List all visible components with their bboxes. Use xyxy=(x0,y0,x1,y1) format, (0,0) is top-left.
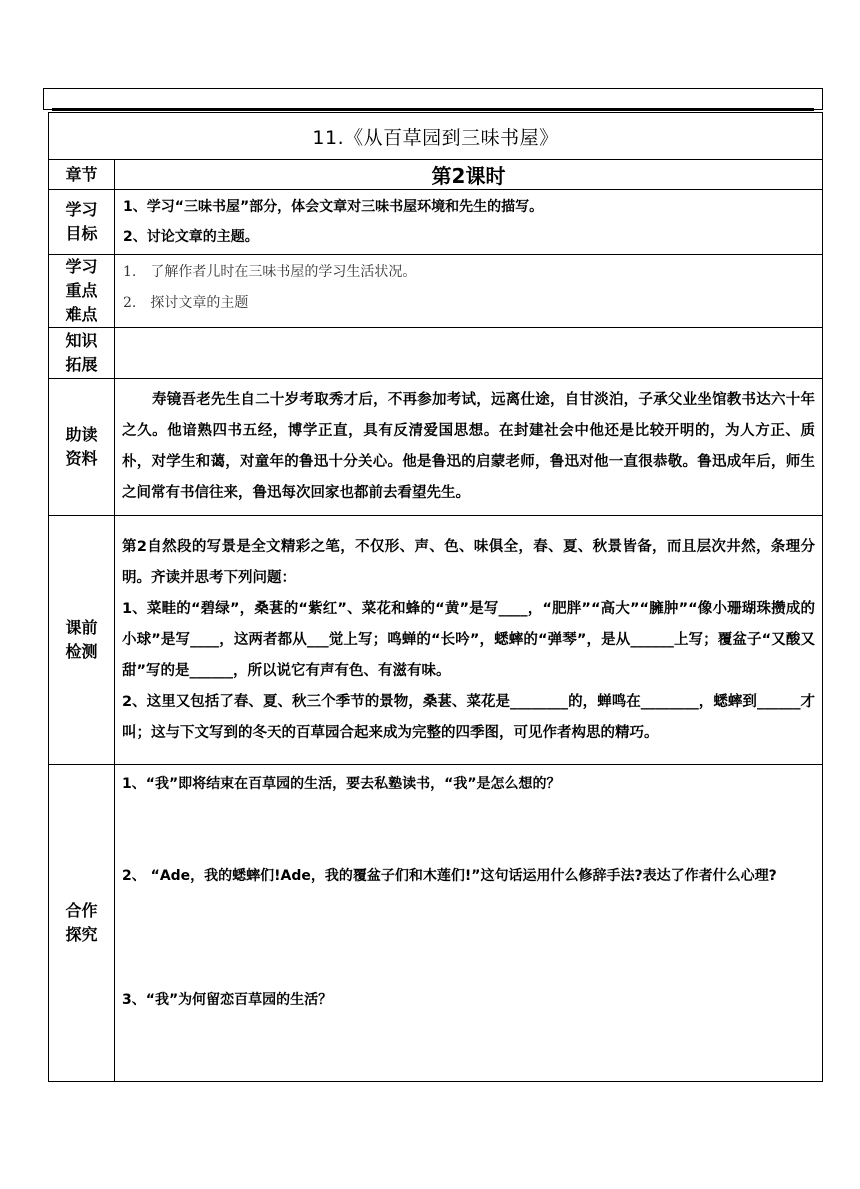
key-points-content xyxy=(115,255,823,328)
header-rule xyxy=(52,108,814,111)
objectives-label xyxy=(49,190,115,255)
cooperation-question-2: 2、 “Ade，我的蟋蟀们!Ade，我的覆盆子们和木莲们!”这句话运用什么修辞手法?表达了作者什么心理? xyxy=(122,868,777,884)
preview-question-2: 2、这里又包括了春、夏、秋三个季节的景物，桑葚、菜花是________的，蝉鸣在________，蟋蟀到______才叫；这与下文写到的冬天的百草园合起来成为完整的四季图，可见作者构思的精巧。 xyxy=(122,693,815,741)
key-points-label xyxy=(49,255,115,328)
reading-label xyxy=(49,379,115,516)
preview-content xyxy=(115,516,823,765)
reading-content xyxy=(115,379,823,516)
objective-item: 2、讨论文章的主题。 xyxy=(123,229,259,245)
lesson-table xyxy=(48,112,823,1082)
cooperation-label-text: 合作探究 xyxy=(65,901,98,944)
objective-item: 1、学习“三味书屋”部分，体会文章对三味书屋环境和先生的描写。 xyxy=(123,199,544,215)
cooperation-label xyxy=(49,765,115,1082)
extension-content xyxy=(115,328,823,379)
reading-paragraph: 寿镜吾老先生自二十岁考取秀才后，不再参加考试，远离仕途，自甘淡泊，子承父业坐馆教书达六十年之久。他谙熟四书五经，博学正直，具有反清爱国思想。在封建社会中他还是比较开明的，为人方正、质朴，对学生和蔼，对童年的鲁迅十分关心。他是鲁迅的启蒙老师，鲁迅对他一直很恭敬。鲁迅成年后，师生之间常有书信往来，鲁迅每次回家也都前去看望先生。 xyxy=(122,392,815,501)
preview-intro: 第2自然段的写景是全文精彩之笔，不仅形、声、色、味俱全，春、夏、秋景皆备，而且层次井然，条理分明。齐读并思考下列问题： xyxy=(122,538,815,586)
chapter-label: 章节 xyxy=(49,160,115,190)
cooperation-content xyxy=(115,765,823,1082)
key-point-item: 1. 了解作者儿时在三味书屋的学习生活状况。 xyxy=(123,264,417,280)
cooperation-question-1: 1、“我”即将结束在百草园的生活，要去私塾读书，“我”是怎么想的？ xyxy=(122,776,561,792)
page-title: 11.《从百草园到三味书屋》 xyxy=(49,113,823,160)
cooperation-question-3: 3、“我”为何留恋百草园的生活？ xyxy=(122,992,333,1008)
objectives-content xyxy=(115,190,823,255)
extension-label xyxy=(49,328,115,379)
lesson-number: 第2课时 xyxy=(115,160,823,190)
key-point-item: 2. 探讨文章的主题 xyxy=(123,295,249,311)
reading-label-text: 助读资料 xyxy=(65,425,98,468)
extension-label-text: 知识拓展 xyxy=(65,331,98,374)
preview-question-1: 1、菜畦的“碧绿”，桑葚的“紫红”、菜花和蜂的“黄”是写____，“肥胖”“高大”“臃肿”“像小珊瑚珠攒成的小球”是写____，这两者都从___觉上写；鸣蝉的“长吟”，蟋蟀的“弹琴”，是从______上写；覆盆子“又酸又甜”写的是______，所以说它有声有色、有滋有味。 xyxy=(122,600,815,679)
preview-label-text: 课前检测 xyxy=(65,618,98,661)
header-box xyxy=(43,88,823,110)
preview-label xyxy=(49,516,115,765)
objectives-label-text: 学习目标 xyxy=(65,200,98,243)
key-points-label-text: 学习重点难点 xyxy=(65,257,98,324)
